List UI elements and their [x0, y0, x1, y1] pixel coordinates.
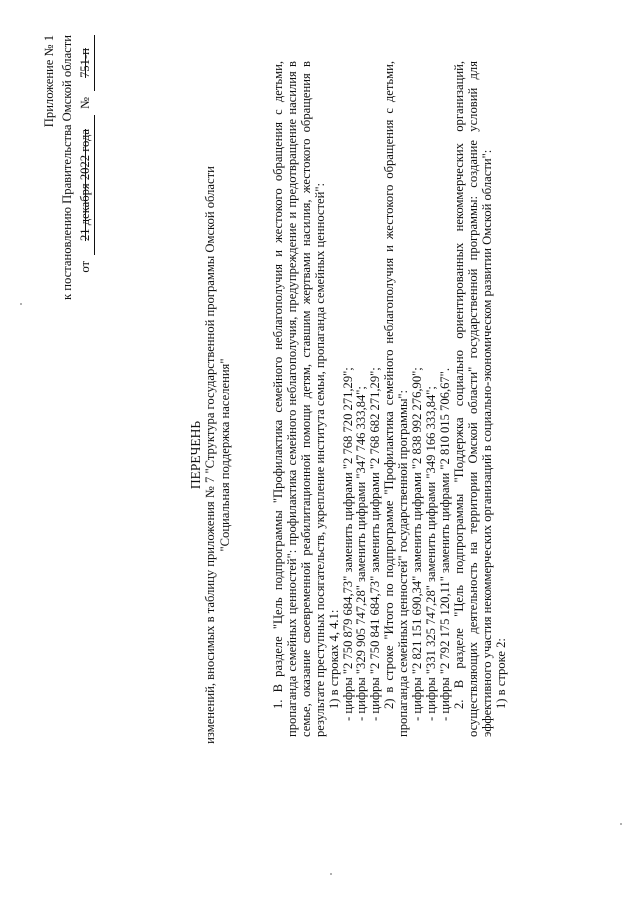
section-1-paragraph: 1. В разделе "Цель подпрограммы "Профилактика семейного неблагополучия и жестокого обращения с детьми, пропаганда семейных ценностей": профилактика семейного неблагополучия, предупреждение и предотвращение насилия в семье, оказание своевременной реабилитационной помощи детям, ставшим жертвами насилия, жестокого обращения в результате преступных посягательств, укрепление института семьи, пропаганда семейных ценностей":: [271, 61, 327, 737]
document-title: [188, 125, 233, 785]
list-item: - цифры "2 821 151 690,34" заменить цифрами "2 838 992 276,90";: [410, 367, 425, 721]
title-heading: ПЕРЕЧЕНЬ: [188, 420, 203, 490]
title-line-1: изменений, вносимых в таблицу приложения № 7 "Структура государственной программы Омской области: [203, 166, 217, 744]
section-2-paragraph: 2. В разделе "Цель подпрограммы "Поддержка социально ориентированных некоммерческих организаций, осуществляющих деятельность на территории Омской области" государственной программы: создание условий для эффективного участия некоммерческих организаций в социально-экономическом развитии Омской области":: [451, 61, 494, 737]
from-label: от: [78, 261, 92, 273]
number-label: №: [78, 97, 92, 110]
item-1-heading: 1) в строках 4, 4.1:: [326, 609, 341, 709]
list-item: - цифры "329 905 747,28" заменить цифрами "347 746 333,84";: [354, 386, 369, 721]
scan-speck: [20, 303, 22, 305]
item-2-paragraph: 2) в строке "Итого по подпрограмме "Профилактика семейного неблагополучия и жестокого обращения с детьми, пропаганда семейных ценностей" государственной программы":: [382, 61, 411, 737]
decree-number: 751-п: [78, 48, 92, 78]
date-field: [76, 115, 95, 255]
item-1-heading: 1) в строке 2:: [493, 638, 508, 709]
decree-date: 21 декабря 2022 года: [78, 129, 92, 242]
scan-speck: [620, 823, 622, 825]
list-item: - цифры "2 792 175 120,11" заменить цифрами "2 810 015 706,67".: [437, 368, 452, 721]
scan-speck: [330, 873, 332, 875]
document-body: [272, 61, 508, 737]
appendix-number: Приложение № 1: [42, 35, 56, 128]
appendix-header: [40, 35, 95, 405]
list-item: - цифры "331 325 747,28" заменить цифрами "349 166 333,84";: [423, 386, 438, 721]
list-item: - цифры "2 750 841 684,73" заменить цифрами "2 768 682 271,29";: [368, 367, 383, 721]
number-field: [76, 35, 95, 91]
decree-date-number: [76, 35, 95, 405]
list-item: - цифры "2 750 879 684,73" заменить цифрами "2 768 720 271,29";: [340, 367, 355, 721]
title-line-2: "Социальная поддержка населения": [218, 358, 232, 552]
decree-reference: к постановлению Правительства Омской области: [60, 35, 74, 300]
